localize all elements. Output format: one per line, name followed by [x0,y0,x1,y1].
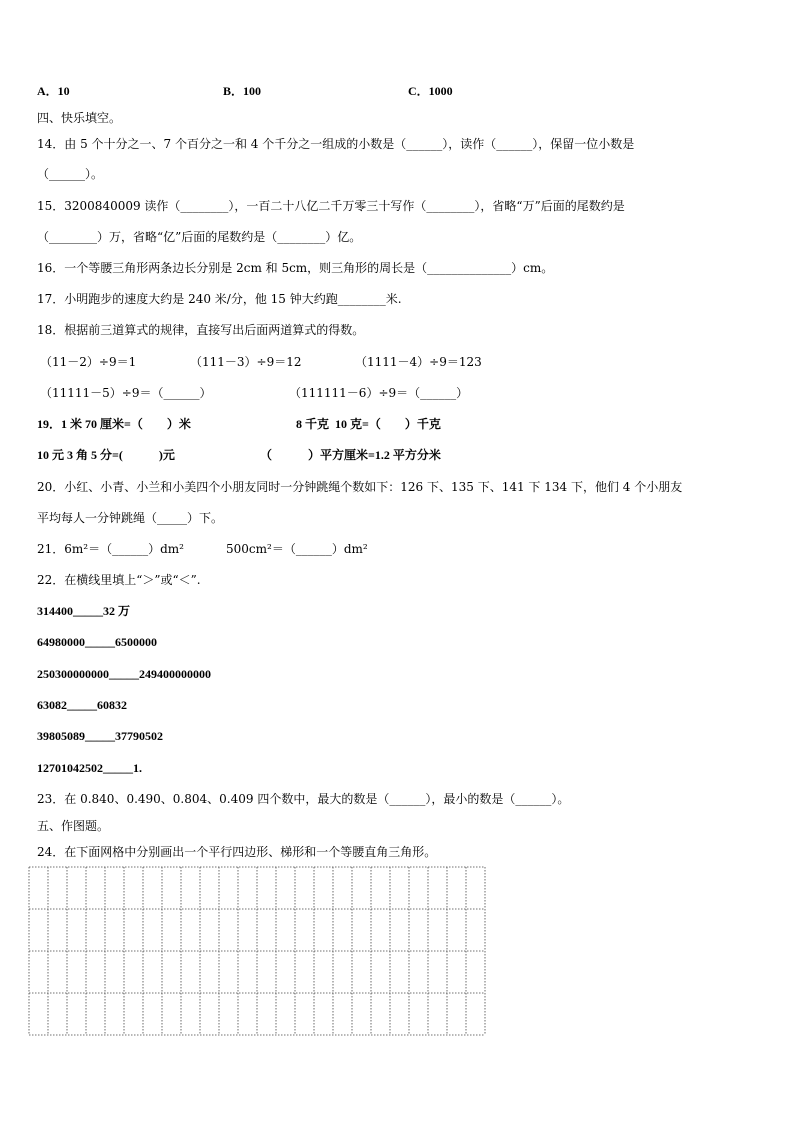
drawing-grid[interactable] [28,866,490,1038]
question-21-item-1: 21．6m²＝（______）dm² [37,542,184,556]
question-14-line-1: 14．由 5 个十分之一、7 个百分之一和 4 个千分之一组成的小数是（______），读作（______），保留一位小数是 [37,137,635,151]
question-22-item-4: 63082_____60832 [37,698,127,712]
question-19-item-2: 8 千克 10 克=（ ）千克 [296,417,441,431]
question-18-expr-1: （11－2）÷9＝1 [40,355,137,369]
question-15-line-1: 15．3200840009 读作（________），一百二十八亿二千万零三十写作（________），省略“万”后面的尾数约是 [37,199,625,213]
question-18-expr-4: （11111－5）÷9＝（______） [40,386,212,400]
question-22-item-2: 64980000_____6500000 [37,635,157,649]
section-4-title: 四、快乐填空。 [37,111,122,125]
question-18-title: 18．根据前三道算式的规律，直接写出后面两道算式的得数。 [37,323,365,337]
question-20-line-1: 20．小红、小青、小兰和小美四个小朋友同时一分钟跳绳个数如下：126 下、135 下、141 下 134 下，他们 4 个小朋友 [37,480,683,494]
question-19-item-1: 19．1 米 70 厘米=（ ）米 [37,417,191,431]
option-b: B．100 [223,84,262,98]
question-17: 17．小明跑步的速度大约是 240 米/分，他 15 钟大约跑________米. [37,292,402,306]
question-18-expr-3: （1111－4）÷9＝123 [355,355,482,369]
option-c: C．1000 [408,84,453,98]
question-23: 23．在 0.840、0.490、0.804、0.409 四个数中，最大的数是（______），最小的数是（______）。 [37,792,570,806]
question-22-item-6: 12701042502_____1. [37,761,142,775]
question-20-line-2: 平均每人一分钟跳绳（_____）下。 [37,511,224,525]
question-19-item-4: （ ）平方厘米=1.2 平方分米 [260,448,441,462]
question-21-item-2: 500cm²＝（______）dm² [226,542,368,556]
question-16: 16．一个等腰三角形两条边长分别是 2cm 和 5cm，则三角形的周长是（______________）cm。 [37,261,554,275]
question-15-line-2: （________）万，省略“亿”后面的尾数约是（________）亿。 [37,230,362,244]
question-22-item-5: 39805089_____37790502 [37,729,163,743]
question-22-item-3: 250300000000_____249400000000 [37,667,211,681]
section-5-title: 五、作图题。 [37,819,110,833]
question-22-title: 22．在横线里填上“＞”或“＜”. [37,573,201,587]
question-18-expr-5: （111111－6）÷9＝（______） [289,386,469,400]
question-22-item-1: 314400_____32 万 [37,604,131,618]
question-24: 24．在下面网格中分别画出一个平行四边形、梯形和一个等腰直角三角形。 [37,845,437,859]
question-19-item-3: 10 元 3 角 5 分=( )元 [37,448,175,462]
question-14-line-2: （______）。 [37,167,104,181]
option-a: A．10 [37,84,70,98]
question-18-expr-2: （111－3）÷9＝12 [190,355,302,369]
